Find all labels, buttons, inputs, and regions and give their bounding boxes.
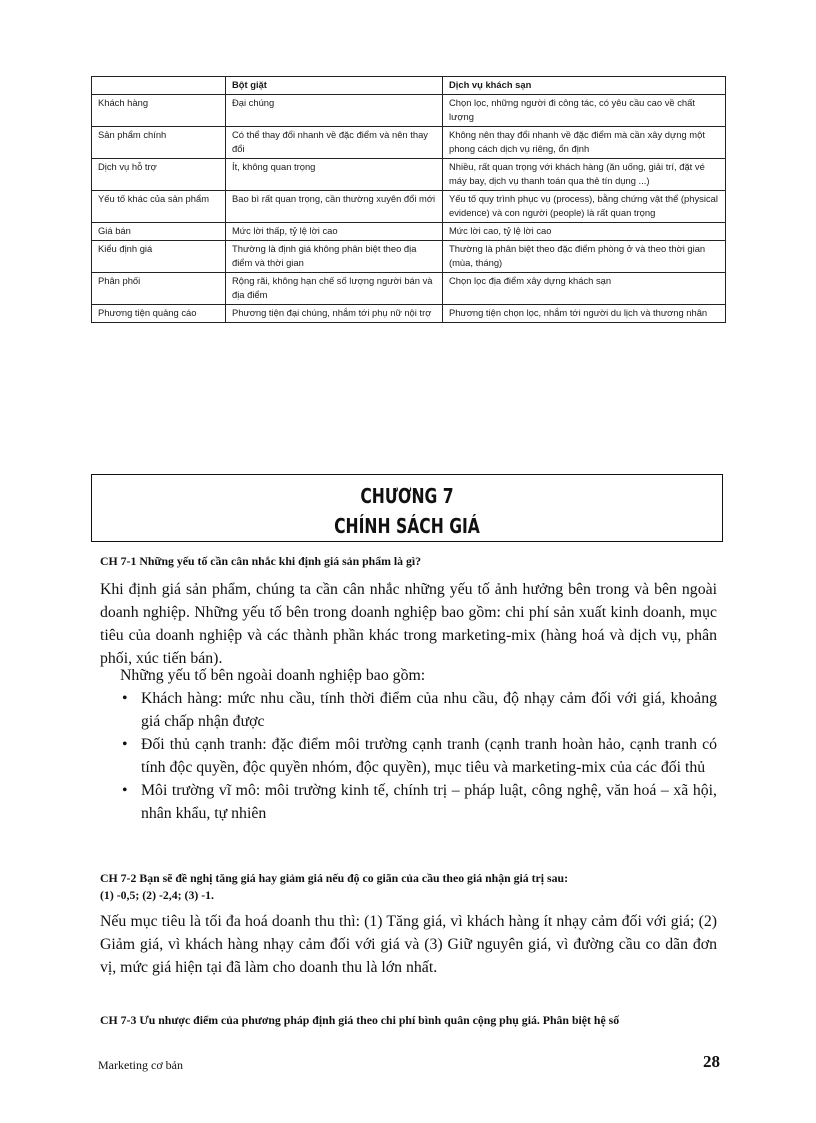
comparison-table <box>91 76 726 323</box>
table-cell: Phương tiện chọn lọc, nhắm tới người du lịch và thương nhân <box>443 305 726 323</box>
answer-7-2-paragraph: Nếu mục tiêu là tối đa hoá doanh thu thì: (1) Tăng giá, vì khách hàng ít nhạy cảm đối với giá; (2) Giảm giá, vì khách hàng nhạy cảm đối với giá và (3) Giữ nguyên giá, vì đường cầu co dãn đơn vị, mức giá hiện tại đã làm cho doanh thu là lớn nhất. <box>100 913 717 976</box>
table-cell: Dịch vụ hỗ trợ <box>92 159 226 191</box>
table-row <box>92 273 726 305</box>
list-item <box>100 733 717 779</box>
list-item-text: Đối thủ cạnh tranh: đặc điểm môi trường cạnh tranh (cạnh tranh hoàn hảo, cạnh tranh có tính độc quyền, độc quyền nhóm, độc quyền), mục tiêu và marketing-mix của các đối thủ <box>141 736 717 776</box>
table-cell: Sản phẩm chính <box>92 127 226 159</box>
table-cell: Thường là phân biệt theo đặc điểm phòng ở và theo thời gian (mùa, tháng) <box>443 241 726 273</box>
table-header-cell: Bột giặt <box>226 77 443 95</box>
table-header-row <box>92 77 726 95</box>
chapter-number: CHƯƠNG 7 <box>360 484 454 508</box>
bullet-icon: • <box>122 782 128 799</box>
table-cell: Có thể thay đổi nhanh về đặc điểm và nên thay đổi <box>226 127 443 159</box>
table-cell: Chọn lọc địa điểm xây dựng khách sạn <box>443 273 726 305</box>
table-row <box>92 127 726 159</box>
list-item <box>100 779 717 825</box>
table-row <box>92 159 726 191</box>
answer-7-1-paragraph: Khi định giá sản phẩm, chúng ta cần cân nhắc những yếu tố ảnh hưởng bên trong và bên ngoài doanh nghiệp. Những yếu tố bên trong doanh nghiệp bao gồm: chi phí sản xuất kinh doanh, mục tiêu của doanh nghiệp và các thành phần khác trong marketing-mix (hàng hoá và dịch vụ, phân phối, xúc tiến bán). <box>100 581 717 667</box>
table-cell: Yếu tố quy trình phục vụ (process), bằng chứng vật thể (physical evidence) và con người (people) là rất quan trọng <box>443 191 726 223</box>
page-number: 28 <box>703 1052 720 1071</box>
table-cell: Bao bì rất quan trọng, cần thường xuyên đổi mới <box>226 191 443 223</box>
table-cell: Ít, không quan trọng <box>226 159 443 191</box>
table-cell: Khách hàng <box>92 95 226 127</box>
table-cell: Yếu tố khác của sản phẩm <box>92 191 226 223</box>
table-cell: Giá bán <box>92 223 226 241</box>
bullet-icon: • <box>122 690 128 707</box>
chapter-heading-box <box>91 474 723 542</box>
table-cell: Chọn lọc, những người đi công tác, có yêu cầu cao về chất lượng <box>443 95 726 127</box>
question-7-2-line2: (1) -0,5; (2) -2,4; (3) -1. <box>100 888 214 902</box>
list-item-text: Môi trường vĩ mô: môi trường kinh tế, chính trị – pháp luật, công nghệ, văn hoá – xã hội, nhân khẩu, tự nhiên <box>141 782 717 822</box>
table-cell: Mức lời thấp, tỷ lệ lời cao <box>226 223 443 241</box>
table-row <box>92 95 726 127</box>
bullet-icon: • <box>122 736 128 753</box>
table-cell: Phương tiện quảng cáo <box>92 305 226 323</box>
question-7-2-line1: CH 7-2 Bạn sẽ đề nghị tăng giá hay giảm giá nếu độ co giãn của cầu theo giá nhận giá trị sau: <box>100 871 568 885</box>
table-cell: Phân phối <box>92 273 226 305</box>
table-row <box>92 223 726 241</box>
list-item <box>100 687 717 733</box>
external-factors-list <box>100 687 717 825</box>
table-cell: Nhiều, rất quan trọng với khách hàng (ăn uống, giải trí, đặt vé máy bay, dịch vụ thanh toán qua thẻ tín dụng ...) <box>443 159 726 191</box>
chapter-title: CHÍNH SÁCH GIÁ <box>334 514 480 538</box>
question-7-1: CH 7-1 Những yếu tố cần cân nhắc khi định giá sản phẩm là gì? <box>100 554 422 568</box>
table-row <box>92 191 726 223</box>
table-row <box>92 241 726 273</box>
external-factors-intro: Những yếu tố bên ngoài doanh nghiệp bao gồm: <box>120 667 426 684</box>
table-cell: Kiểu định giá <box>92 241 226 273</box>
list-item-text: Khách hàng: mức nhu cầu, tính thời điểm của nhu cầu, độ nhạy cảm đối với giá, khoảng giá chấp nhận được <box>141 690 717 730</box>
table-cell: Phương tiện đại chúng, nhắm tới phụ nữ nội trợ <box>226 305 443 323</box>
footer-book-title: Marketing cơ bản <box>98 1058 183 1072</box>
table-cell: Rộng rãi, không hạn chế số lượng người bán và địa điểm <box>226 273 443 305</box>
table-cell: Đại chúng <box>226 95 443 127</box>
table-cell: Mức lời cao, tỷ lệ lời cao <box>443 223 726 241</box>
question-7-3: CH 7-3 Ưu nhược điểm của phương pháp định giá theo chi phí bình quân cộng phụ giá. Phân biệt hệ số <box>100 1013 620 1027</box>
table-row <box>92 305 726 323</box>
table-header-cell <box>92 77 226 95</box>
question-7-2 <box>100 870 740 904</box>
table-cell: Thường là định giá không phân biệt theo địa điểm và thời gian <box>226 241 443 273</box>
table-header-cell: Dịch vụ khách sạn <box>443 77 726 95</box>
table-cell: Không nên thay đổi nhanh về đặc điểm mà cần xây dựng một phong cách dịch vụ riêng, ổn định <box>443 127 726 159</box>
